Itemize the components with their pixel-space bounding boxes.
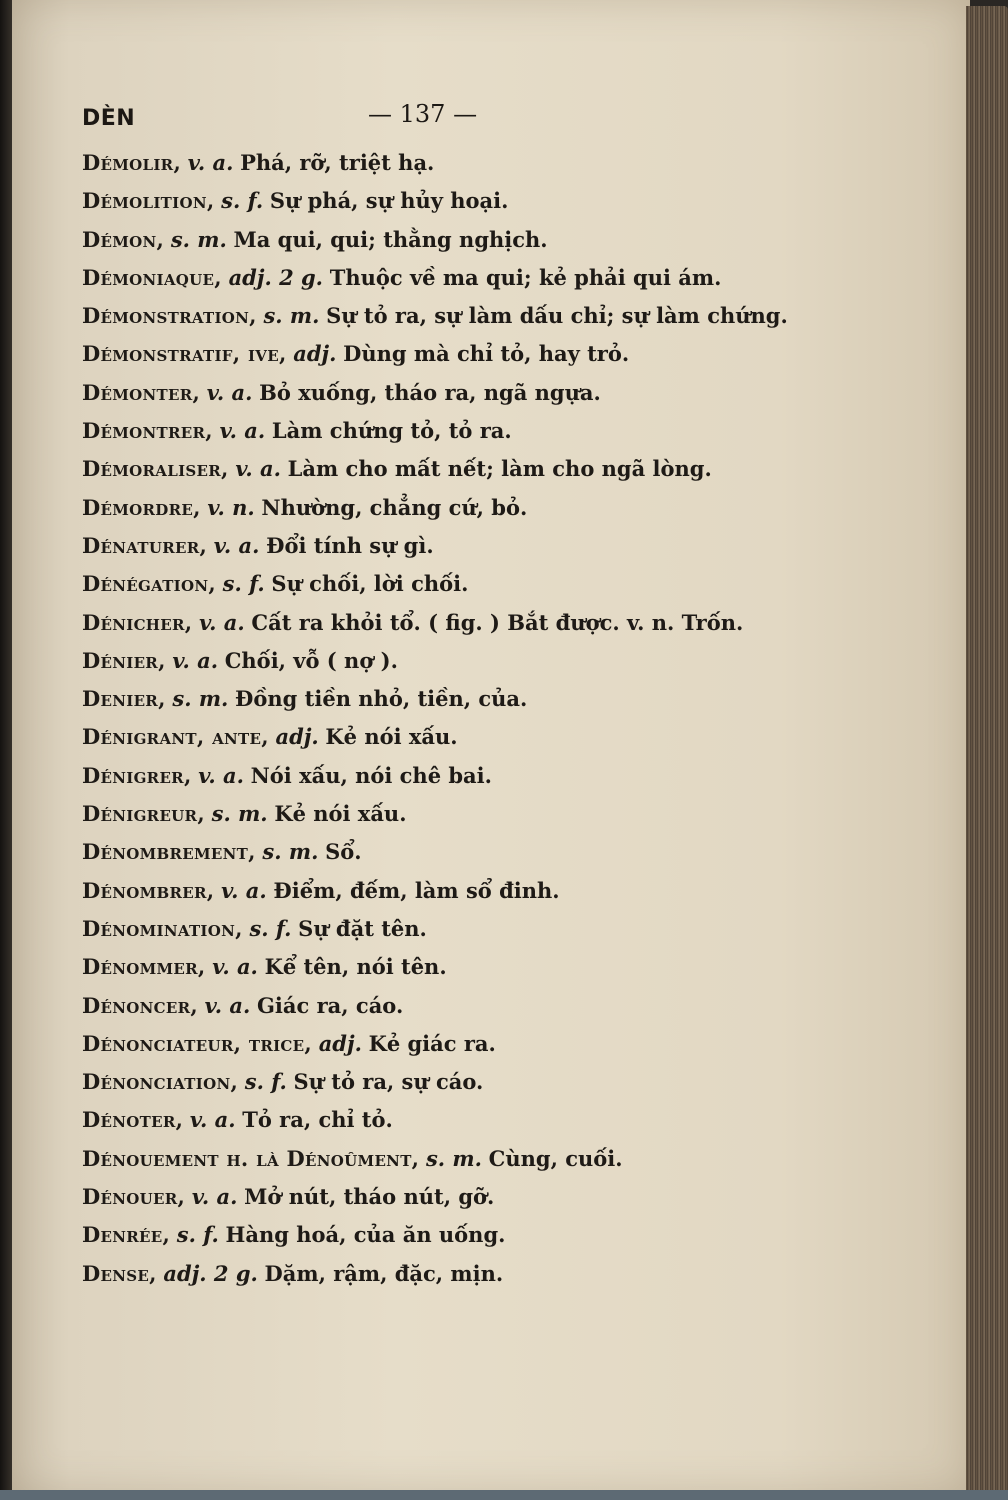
entry-grammar: v. a. bbox=[221, 877, 267, 903]
entry-headword: Démoraliser, bbox=[82, 456, 229, 482]
entry-definition: Nói xấu, nói chê bai. bbox=[250, 762, 492, 788]
entry-headword: Démon, bbox=[82, 226, 165, 252]
entry-grammar: v. a. bbox=[213, 532, 260, 558]
entry-headword: Dénoncer, bbox=[82, 992, 198, 1018]
entry-definition: Cùng, cuối. bbox=[488, 1145, 623, 1171]
entry-grammar: s. m. bbox=[263, 303, 320, 329]
dictionary-entry bbox=[82, 144, 802, 182]
entry-definition: Làm cho mất nết; làm cho ngã lòng. bbox=[287, 456, 712, 482]
entry-headword: Dénaturer, bbox=[82, 532, 208, 558]
entry-grammar: s. m. bbox=[211, 801, 268, 827]
entry-definition: Sự đặt tên. bbox=[298, 915, 427, 941]
running-head: DÈN bbox=[82, 106, 136, 131]
entry-definition: Kẻ giác ra. bbox=[368, 1030, 496, 1056]
dictionary-entry bbox=[82, 182, 802, 220]
entry-headword: Dénier, bbox=[82, 647, 166, 673]
entry-grammar: s. f. bbox=[221, 188, 264, 214]
entry-grammar: v. a. bbox=[187, 150, 234, 175]
entry-definition: Sự tỏ ra, sự cáo. bbox=[293, 1069, 484, 1095]
dictionary-entry bbox=[82, 833, 802, 871]
entry-headword: Dénigrer, bbox=[82, 762, 192, 788]
entry-grammar: s. m. bbox=[172, 686, 229, 712]
dictionary-entry bbox=[82, 795, 802, 833]
entry-definition: Đổi tính sự gì. bbox=[266, 532, 434, 558]
entry-headword: Dénouer, bbox=[82, 1184, 186, 1210]
entry-definition: Phá, rỡ, triệt hạ. bbox=[240, 150, 435, 175]
entry-grammar: s. f. bbox=[176, 1222, 219, 1248]
entry-definition: Kẻ nói xấu. bbox=[274, 801, 407, 827]
entry-grammar: v. a. bbox=[189, 1107, 236, 1133]
entry-definition: Ma qui, qui; thằng nghịch. bbox=[233, 226, 548, 252]
entry-definition: Sự phá, sự hủy hoại. bbox=[269, 188, 509, 214]
entry-list bbox=[82, 144, 802, 1293]
entry-headword: Démolir, bbox=[82, 150, 182, 175]
entry-grammar: v. a. bbox=[206, 379, 253, 405]
dictionary-entry bbox=[82, 450, 802, 488]
entry-grammar: adj. 2 g. bbox=[228, 264, 323, 290]
dictionary-entry bbox=[82, 1025, 802, 1063]
entry-headword: Denier, bbox=[82, 686, 166, 712]
entry-definition: Cất ra khỏi tổ. ( fig. ) Bắt được. v. n. Trốn. bbox=[251, 609, 744, 635]
dictionary-entry bbox=[82, 412, 802, 450]
entry-headword: Dénigreur, bbox=[82, 801, 205, 827]
entry-headword: Démolition, bbox=[82, 188, 215, 214]
dictionary-entry bbox=[82, 910, 802, 948]
table-surface bbox=[0, 1490, 1008, 1500]
dictionary-entry bbox=[82, 565, 802, 603]
entry-grammar: v. a. bbox=[199, 609, 245, 635]
page-edges bbox=[966, 6, 1008, 1496]
dictionary-entry bbox=[82, 374, 802, 412]
entry-grammar: v. a. bbox=[191, 1184, 238, 1210]
dictionary-entry bbox=[82, 987, 802, 1025]
entry-definition: Giác ra, cáo. bbox=[257, 992, 404, 1018]
dictionary-entry bbox=[82, 1140, 802, 1178]
entry-grammar: v. a. bbox=[172, 647, 219, 673]
dictionary-entry bbox=[82, 335, 802, 373]
entry-headword: Dénigrant, ante, bbox=[82, 724, 269, 750]
entry-headword: Démontrer, bbox=[82, 418, 213, 444]
entry-definition: Dặm, rậm, đặc, mịn. bbox=[264, 1260, 504, 1286]
entry-headword: Démordre, bbox=[82, 494, 201, 520]
dictionary-entry bbox=[82, 872, 802, 910]
entry-headword: Dénombrer, bbox=[82, 877, 215, 903]
dictionary-entry bbox=[82, 757, 802, 795]
entry-grammar: s. f. bbox=[249, 915, 292, 941]
entry-grammar: v. a. bbox=[204, 992, 251, 1018]
dictionary-entry bbox=[82, 527, 802, 565]
entry-definition: Đồng tiền nhỏ, tiền, của. bbox=[235, 686, 528, 712]
entry-headword: Dense, bbox=[82, 1260, 157, 1286]
dictionary-entry bbox=[82, 1101, 802, 1139]
entry-headword: Dénouement h. là Dénoûment, bbox=[82, 1145, 420, 1171]
dictionary-entry bbox=[82, 718, 802, 756]
entry-grammar: v. a. bbox=[219, 418, 266, 444]
entry-definition: Sổ. bbox=[325, 839, 362, 865]
dictionary-entry bbox=[82, 604, 802, 642]
entry-definition: Thuộc về ma qui; kẻ phải qui ám. bbox=[329, 264, 722, 290]
entry-grammar: adj. bbox=[318, 1030, 362, 1056]
entry-grammar: s. m. bbox=[170, 226, 227, 252]
dictionary-entry bbox=[82, 642, 802, 680]
entry-grammar: v. a. bbox=[235, 456, 281, 482]
entry-headword: Denrée, bbox=[82, 1222, 171, 1248]
entry-definition: Nhường, chẳng cứ, bỏ. bbox=[261, 494, 528, 520]
dictionary-entry bbox=[82, 1063, 802, 1101]
entry-headword: Dénommer, bbox=[82, 954, 206, 980]
entry-definition: Sự chối, lời chối. bbox=[271, 571, 469, 597]
entry-grammar: adj. bbox=[293, 341, 337, 367]
entry-headword: Dénicher, bbox=[82, 609, 193, 635]
entry-headword: Démonstration, bbox=[82, 303, 257, 329]
entry-definition: Làm chứng tỏ, tỏ ra. bbox=[271, 418, 512, 444]
entry-definition: Kẻ nói xấu. bbox=[325, 724, 458, 750]
entry-grammar: s. f. bbox=[244, 1069, 287, 1095]
entry-headword: Dénombrement, bbox=[82, 839, 256, 865]
entry-definition: Điểm, đếm, làm sổ đinh. bbox=[273, 877, 560, 903]
entry-headword: Démoniaque, bbox=[82, 264, 222, 290]
entry-definition: Bỏ xuống, tháo ra, ngã ngựa. bbox=[259, 379, 601, 405]
dictionary-entry bbox=[82, 948, 802, 986]
dictionary-entry bbox=[82, 1178, 802, 1216]
dictionary-page bbox=[12, 0, 970, 1492]
entry-headword: Dénoter, bbox=[82, 1107, 184, 1133]
entry-headword: Dénonciateur, trice, bbox=[82, 1030, 312, 1056]
entry-definition: Kể tên, nói tên. bbox=[264, 954, 447, 980]
entry-headword: Dénonciation, bbox=[82, 1069, 239, 1095]
page-number: — 137 — bbox=[368, 100, 478, 128]
entry-grammar: adj. 2 g. bbox=[163, 1260, 258, 1286]
entry-headword: Démonter, bbox=[82, 379, 201, 405]
entry-definition: Dùng mà chỉ tỏ, hay trỏ. bbox=[343, 341, 630, 367]
dictionary-entry bbox=[82, 1255, 802, 1293]
entry-headword: Dénomination, bbox=[82, 915, 243, 941]
entry-grammar: s. m. bbox=[425, 1145, 482, 1171]
dictionary-entry bbox=[82, 680, 802, 718]
entry-grammar: v. n. bbox=[207, 494, 255, 520]
entry-grammar: v. a. bbox=[198, 762, 244, 788]
entry-headword: Démonstratif, ive, bbox=[82, 341, 287, 367]
entry-definition: Tỏ ra, chỉ tỏ. bbox=[242, 1107, 393, 1133]
entry-grammar: s. m. bbox=[262, 839, 319, 865]
dictionary-entry bbox=[82, 1216, 802, 1254]
entry-definition: Sự tỏ ra, sự làm dấu chỉ; sự làm chứng. bbox=[326, 303, 788, 329]
dictionary-entry bbox=[82, 259, 802, 297]
entry-definition: Mở nút, tháo nút, gỡ. bbox=[244, 1184, 495, 1210]
entry-definition: Hàng hoá, của ăn uống. bbox=[225, 1222, 506, 1248]
dictionary-entry bbox=[82, 489, 802, 527]
entry-grammar: s. f. bbox=[222, 571, 265, 597]
entry-grammar: v. a. bbox=[212, 954, 258, 980]
entry-grammar: adj. bbox=[275, 724, 319, 750]
dictionary-entry bbox=[82, 297, 802, 335]
entry-headword: Dénégation, bbox=[82, 571, 216, 597]
entry-definition: Chối, vỗ ( nợ ). bbox=[224, 647, 398, 673]
dictionary-entry bbox=[82, 221, 802, 259]
